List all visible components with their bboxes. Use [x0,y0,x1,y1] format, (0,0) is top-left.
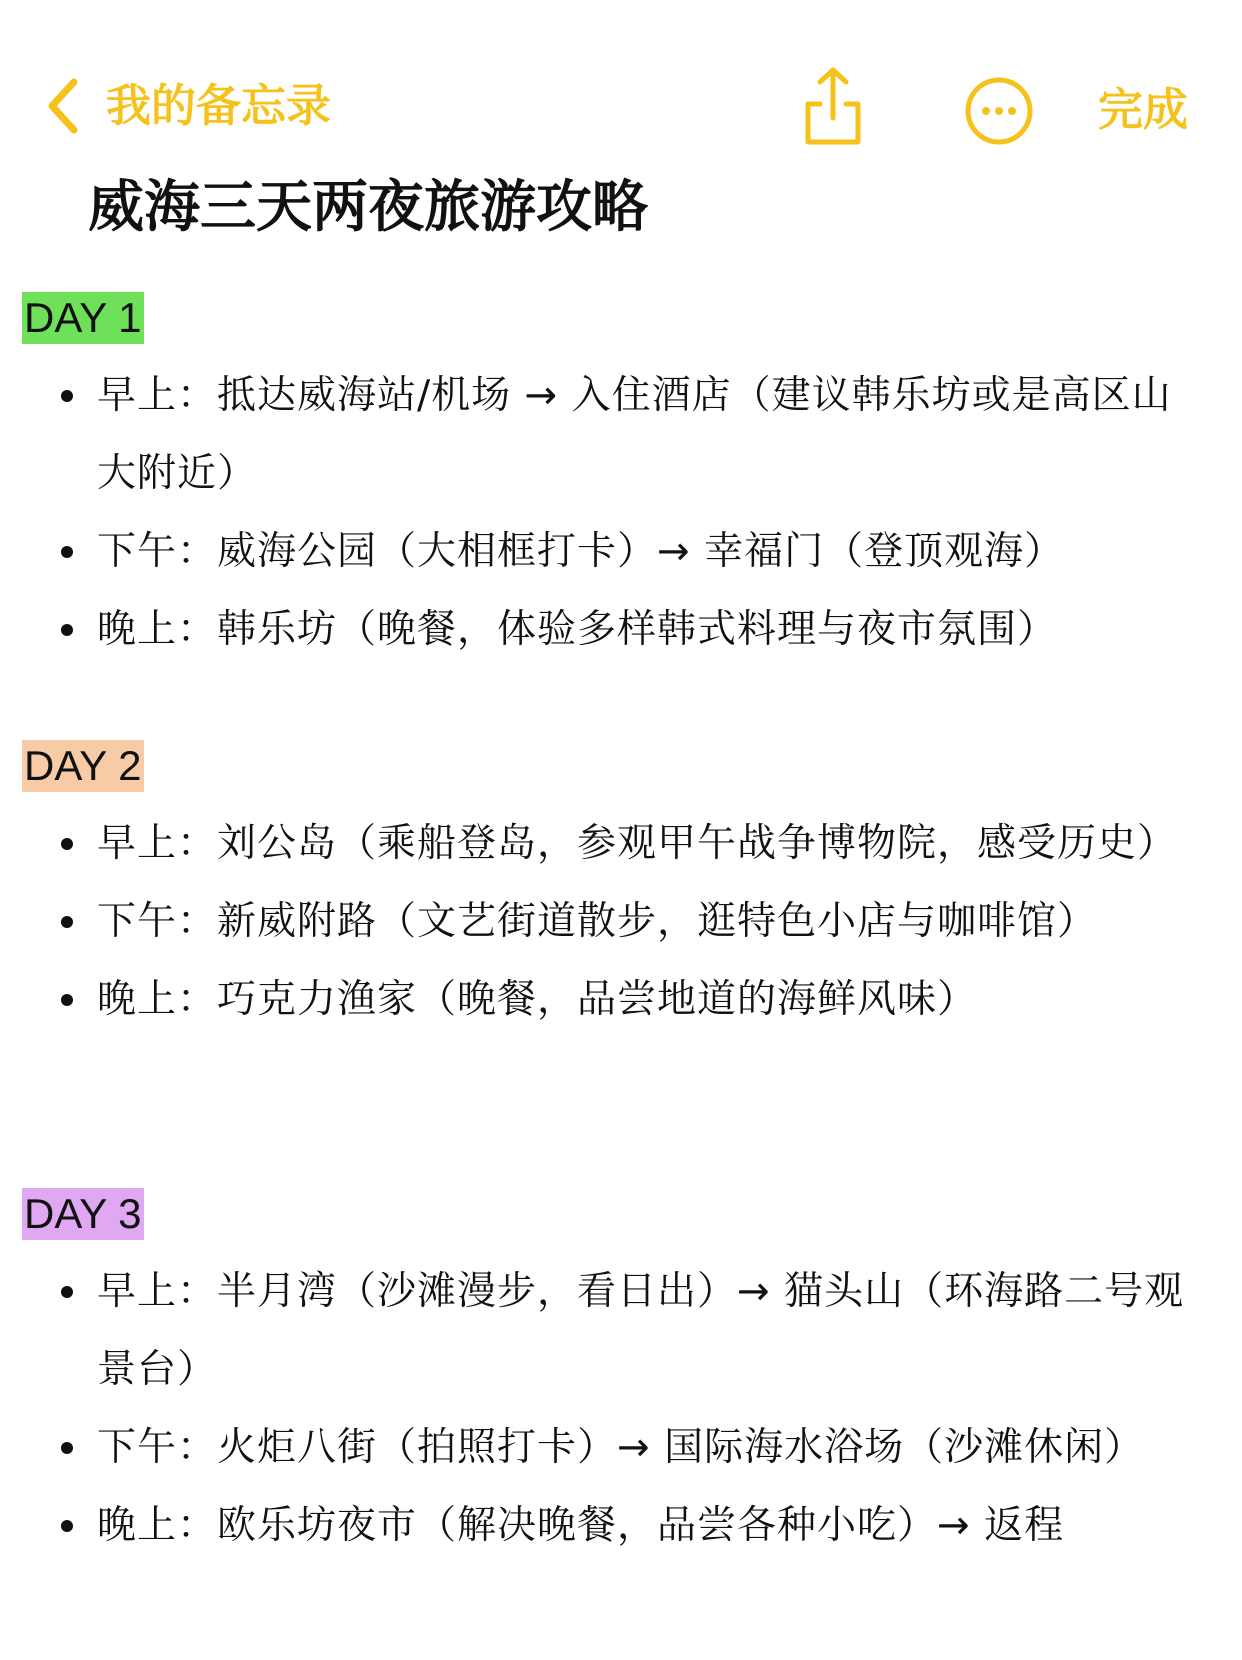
day-2-items [0,805,1242,1039]
list-item-text: 早上：半月湾（沙滩漫步，看日出）→ 猫头山（环海路二号观景台） [97,1269,1185,1392]
back-button[interactable] [44,76,331,136]
list-item-text: 下午：新威附路（文艺街道散步，逛特色小店与咖啡馆） [97,899,1098,944]
list-item [0,1409,1242,1487]
list-item-text: 下午：威海公园（大相框打卡）→ 幸福门（登顶观海） [97,529,1065,574]
bullet-dot-icon [61,1286,73,1298]
chevron-left-icon [44,76,84,136]
list-item-text: 早上：抵达威海站/机场 → 入住酒店（建议韩乐坊或是高区山大附近） [97,373,1172,496]
list-item [0,883,1242,961]
day-2-label: DAY 2 [22,740,144,792]
list-item-text: 晚上：欧乐坊夜市（解决晚餐，品尝各种小吃）→ 返程 [97,1503,1065,1548]
day-1-label: DAY 1 [22,292,144,344]
done-button[interactable]: 完成 [1098,83,1189,136]
bullet-dot-icon [61,994,73,1006]
list-item [0,513,1242,591]
list-item-text: 早上：刘公岛（乘船登岛，参观甲午战争博物院，感受历史） [97,821,1178,866]
list-item [0,1253,1242,1409]
list-item [0,961,1242,1039]
bullet-dot-icon [61,838,73,850]
bullet-dot-icon [61,916,73,928]
bullet-dot-icon [61,1442,73,1454]
note-title: 威海三天两夜旅游攻略 [88,175,648,240]
list-item [0,1487,1242,1565]
navigation-bar [0,0,1242,170]
day-3-label: DAY 3 [22,1188,144,1240]
bullet-dot-icon [61,1520,73,1532]
bullet-dot-icon [61,390,73,402]
day-1-items [0,357,1242,669]
list-item-text: 晚上：韩乐坊（晚餐，体验多样韩式料理与夜市氛围） [97,607,1058,652]
list-item-text: 晚上：巧克力渔家（晚餐，品尝地道的海鲜风味） [97,977,978,1022]
list-item-text: 下午：火炬八街（拍照打卡）→ 国际海水浴场（沙滩休闲） [97,1425,1145,1470]
bullet-dot-icon [61,546,73,558]
share-icon[interactable] [800,66,866,148]
bullet-dot-icon [61,624,73,636]
list-item [0,357,1242,513]
back-button-label: 我的备忘录 [106,79,332,132]
ellipsis-circle-icon[interactable] [964,76,1034,146]
list-item [0,591,1242,669]
list-item [0,805,1242,883]
day-3-items [0,1253,1242,1565]
